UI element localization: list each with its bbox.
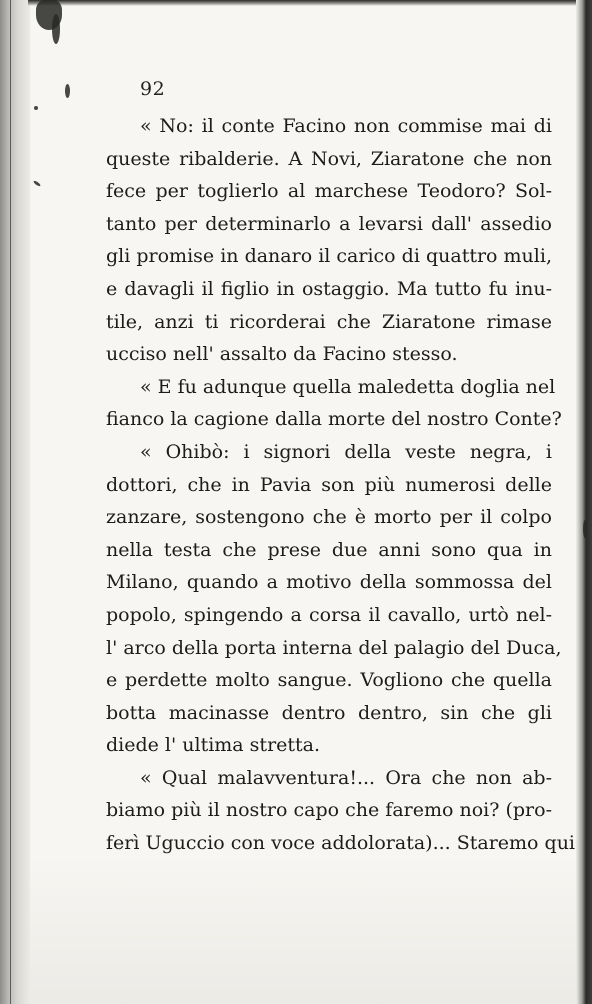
text-line: tanto per determinarlo a levarsi dall' assedio [106,212,552,235]
ink-stain-top-2 [52,14,60,44]
right-edge-shadow [576,0,592,1004]
text-line: zanzare, sostengono che è morto per il colpo [106,506,552,529]
ink-speck-4 [583,520,587,538]
page-number: 92 [140,78,166,100]
text-line: botta macinasse dentro dentro, sin che gli [106,701,552,724]
ink-speck-1 [65,84,70,98]
text-line: fianco la cagione dalla morte del nostro Conte? [106,408,562,431]
text-line: e perdette molto sangue. Vogliono che quella [106,669,552,692]
top-edge-shadow [28,0,592,6]
text-line: dottori, che in Pavia son più numerosi delle [106,473,552,496]
text-line: biamo più il nostro capo che faremo noi? (pro- [106,799,552,822]
text-line: ucciso nell' assalto da Facino stesso. [106,343,458,366]
text-line: tile, anzi ti ricorderai che Ziaratone rimase [106,310,552,333]
binding-line [10,0,11,1004]
body-text [106,110,576,860]
text-line: « Qual malavventura!... Ora che non ab- [140,766,552,789]
text-line: queste ribalderie. A Novi, Ziaratone che non [106,147,552,170]
text-line: nella testa che prese due anni sono qua in [106,538,552,561]
text-line: popolo, spingendo a corsa il cavallo, urtò nel- [106,603,552,626]
text-line: Milano, quando a motivo della sommossa del [106,571,552,594]
ink-speck-3 [33,180,41,187]
text-line: « E fu adunque quella maledetta doglia nel [140,375,556,398]
ink-speck-2 [34,106,38,110]
text-line: e davagli il figlio in ostaggio. Ma tutto fu inu- [106,277,552,300]
text-line: l' arco della porta interna del palagio del Duca, [106,636,562,659]
text-line: « Ohibò: i signori della veste negra, i [140,440,552,463]
page-binding [0,0,30,1004]
text-line: diede l' ultima stretta. [106,734,321,757]
text-line: « No: il conte Facino non commise mai di [140,115,552,137]
text-line: gli promise in danaro il carico di quattro muli, [106,245,552,268]
text-line: ferì Uguccio con voce addolorata)... Staremo qui [106,832,576,855]
bottom-shade [30,854,576,1004]
text-line: fece per toglierlo al marchese Teodoro? Sol- [106,180,552,203]
